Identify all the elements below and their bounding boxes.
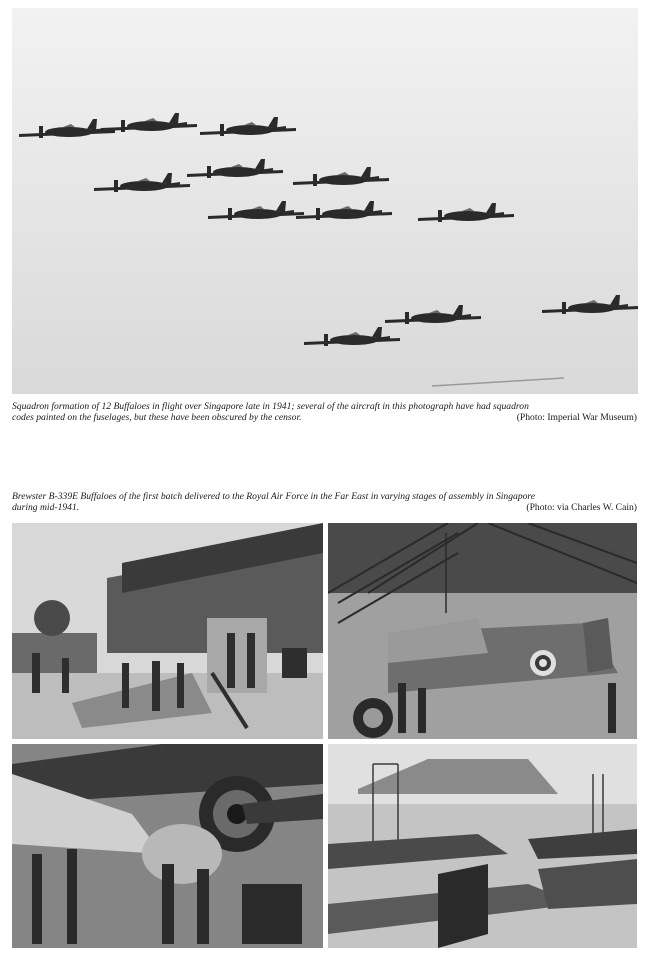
assembly-photo-engine [12, 744, 323, 948]
assembly-photo-crane [328, 523, 637, 739]
assembly-photo-credit: (Photo: via Charles W. Cain) [526, 502, 637, 513]
assembly-photo-apron [328, 744, 637, 948]
formation-caption-line-1: Squadron formation of 12 Buffaloes in flight over Singapore late in 1941; several of the aircraft in this photograph have had squadron [12, 401, 529, 412]
formation-photo-credit: (Photo: Imperial War Museum) [516, 412, 637, 423]
assembly-caption-line-1: Brewster B-339E Buffaloes of the first batch delivered to the Royal Air Force in the Far East in varying stages of assembly in Singapore [12, 491, 536, 502]
assembly-photo-crates [12, 523, 323, 739]
assembly-caption-line-2: during mid-1941. [12, 502, 80, 513]
formation-caption-line-2: codes painted on the fuselages, but these have been obscured by the censor. [12, 412, 302, 423]
formation-photo-image [12, 8, 638, 394]
formation-photo [12, 8, 638, 394]
